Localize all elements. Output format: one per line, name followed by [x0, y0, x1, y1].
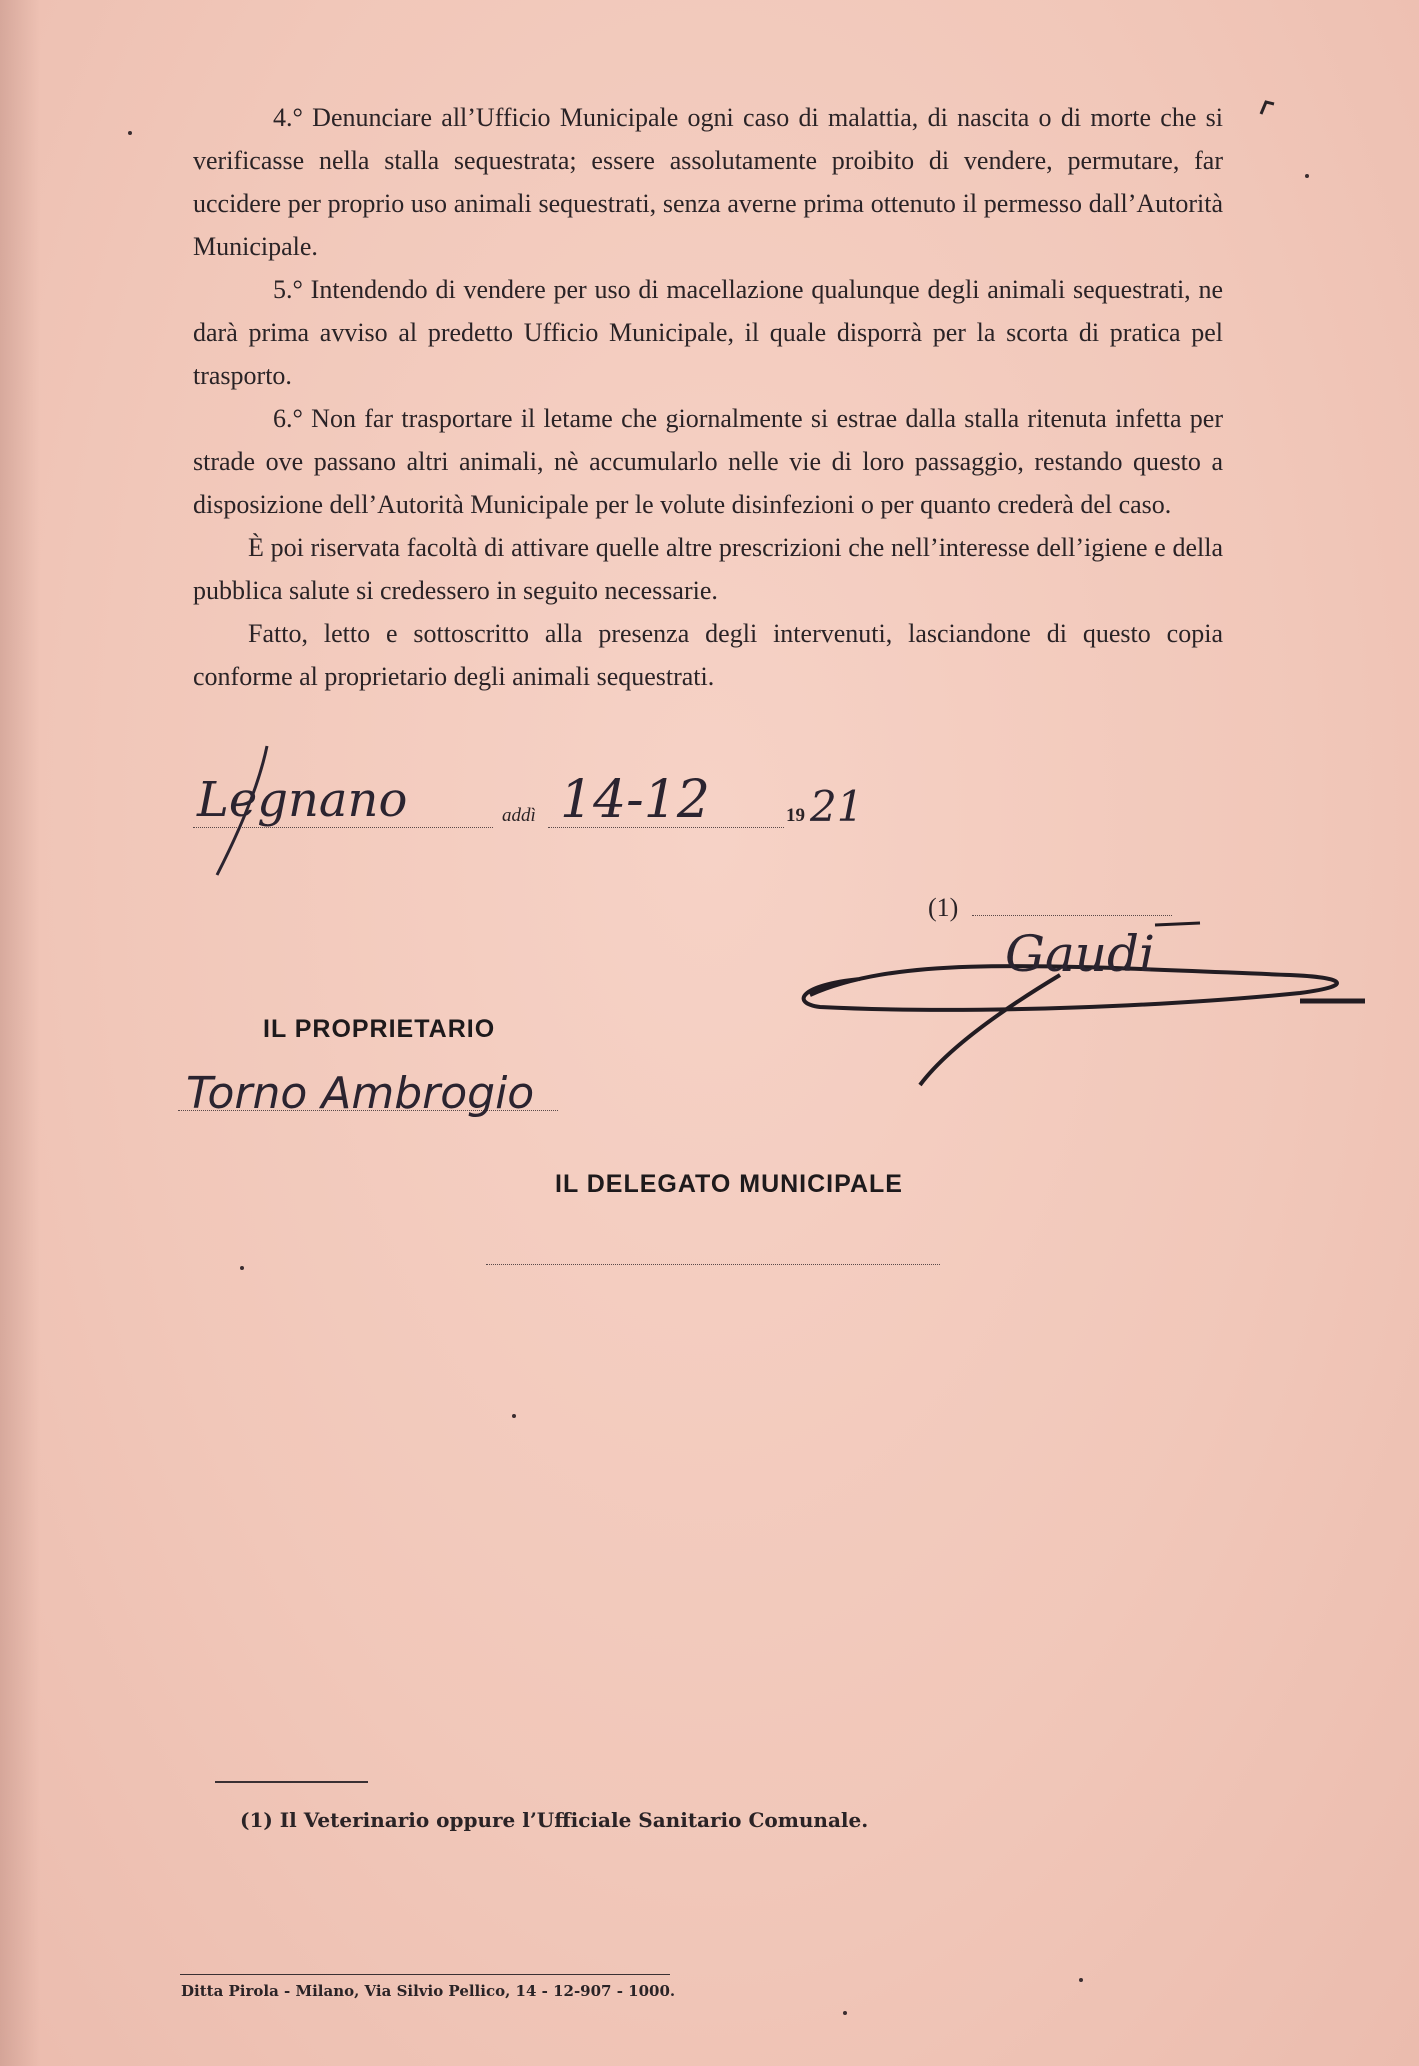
- paragraph-4: 4.° Denunciare all’Ufficio Municipale ogni caso di malattia, di nascita o di morte che si verificasse nella stalla sequestrata; essere assolutamente proibito di vendere, permutare, far uccidere per proprio uso animali sequestrati, senza averne prima ottenuto il permesso dall’Autorità Municipale.: [193, 103, 1223, 261]
- paper-speck: [1079, 1978, 1083, 1982]
- paper-mark: [1258, 98, 1278, 118]
- printer-line: Ditta Pirola - Milano, Via Silvio Pellico, 14 - 12-907 - 1000.: [181, 1982, 676, 2000]
- footnote-marker: (1): [928, 893, 959, 922]
- paragraph-6: 6.° Non far trasportare il letame che giornalmente si estrae dalla stalla ritenuta infetta per strade ove passano altri animali, nè accumularlo nelle vie di loro passaggio, restando questo a disposizione dell’Autorità Municipale per le volute disinfezioni o per quanto crederà del caso.: [193, 404, 1223, 519]
- footnote-text: (1) Il Veterinario oppure l’Ufficiale Sanitario Comunale.: [240, 1808, 869, 1832]
- paper-speck: [240, 1266, 244, 1270]
- addi-label: addì: [502, 805, 536, 826]
- delegate-heading: IL DELEGATO MUNICIPALE: [555, 1170, 903, 1198]
- date-handwritten: 14-12: [560, 770, 710, 830]
- owner-signature: Torno Ambrogio: [186, 1068, 535, 1119]
- body-text: [193, 96, 1223, 698]
- year-prefix: 19: [786, 805, 805, 826]
- paragraph-closing: Fatto, letto e sottoscritto alla presenza degli intervenuti, lasciandone di questo copia conforme al proprietario degli animali sequestrati.: [193, 619, 1223, 691]
- paragraph-5: 5.° Intendendo di vendere per uso di macellazione qualunque degli animali sequestrati, ne darà prima avviso al predetto Ufficio Municipale, il quale disporrà per la scorta di pratica pel trasporto.: [193, 275, 1223, 390]
- paragraph-reservation: È poi riservata facoltà di attivare quelle altre prescrizioni che nell’interesse dell’igiene e della pubblica salute si credessero in seguito necessarie.: [193, 533, 1223, 605]
- footnote-rule: [215, 1781, 368, 1783]
- year-handwritten: 21: [810, 782, 864, 831]
- paper-speck: [1305, 174, 1309, 178]
- delegate-fill-line: [486, 1264, 940, 1265]
- paper-speck: [128, 131, 132, 135]
- paper-speck: [512, 1414, 516, 1418]
- paper-speck: [843, 2011, 847, 2015]
- place-flourish: [205, 740, 285, 880]
- place-handwritten: Legnano: [197, 772, 408, 828]
- owner-heading: IL PROPRIETARIO: [263, 1015, 496, 1043]
- printer-rule: [180, 1974, 670, 1975]
- paper-edge-shadow: [0, 0, 40, 2066]
- officer-signature: Gaudi: [1005, 925, 1155, 983]
